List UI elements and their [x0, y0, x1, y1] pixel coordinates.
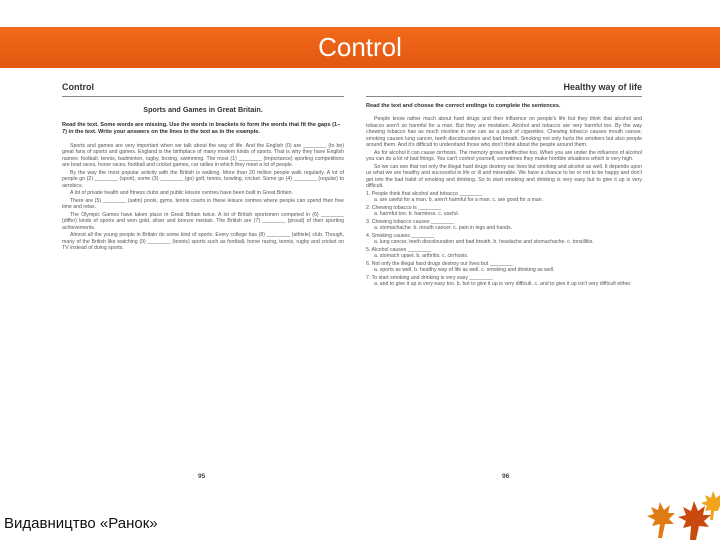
paragraph: Almost all the young people in Britain do some kind of sports. Every college has (8) ________ (athlete) club. Though, many of the British like watching (9) ________ (tennis) sports such as football, horse racing, tennis, rugby and cricket on TV instead of doing sports. [62, 232, 344, 252]
maple-leaf-icon [647, 502, 675, 538]
question-list [366, 191, 642, 288]
right-page-number: 96 [502, 473, 510, 480]
question-options: a. stomach upset. b. arthritis. c. cirrhosis. [374, 253, 469, 260]
left-page-instructions: Read the text. Some words are missing. Use the words in brackets to form the words that fit the gaps (1–7) in the text. Write your answers on the lines in the text as in the example. [62, 122, 341, 136]
question-options: a. stomachache. b. mouth cancer. c. pain in legs and hands. [374, 225, 513, 232]
top-border [0, 0, 720, 2]
left-page-number: 95 [198, 473, 206, 480]
right-page-header [366, 82, 642, 94]
question-stem: 1. People think that alcohol and tobacco ________ [366, 190, 483, 197]
left-page-header-title: Control [62, 82, 94, 92]
question-options: a. and to give it up is very easy too. b. but to give it up is very difficult. c. and to give it up isn't very difficult either. [374, 281, 632, 288]
publisher-label: Видавництво «Ранок» [4, 515, 158, 532]
question-stem: 6. Not only the illegal hard drugs destroy our lives but ________ [366, 260, 513, 267]
paragraph: By the way the most popular activity with the British is walking. More than 20 million people walk regularly. A lot of people go (2) ________ (sport), some (3) ________ (go) golf, tennis, bowling, cricket. Some go (4) ________ (regular) to aerobics. [62, 169, 344, 189]
left-page-header [62, 82, 344, 94]
question-options: a. are useful for a man. b. aren't harmful for a man. c. are good for a man. [374, 197, 544, 204]
paragraph: There are (5) ________ (satin) pools, gyms, tennis courts in these leisure centres where people can spend their free time and relax. [62, 197, 344, 211]
paragraph: The Olympic Games have taken place in Great Britain twice. A lot of British sportsmen competed in (6) ________ (differ) kinds of sports and won gold, silver and bronze medals. The British are (7) ________ (proud) of their sporting achievements. [62, 211, 344, 231]
question-stem: 7. To start smoking and drinking is very easy ________ [366, 274, 493, 281]
question-stem: 2. Chewing tobacco is ________ [366, 204, 442, 211]
slide-title-bar [0, 27, 720, 68]
question-options: a. harmful too. b. harmless. c. useful. [374, 211, 460, 218]
right-page-text [366, 116, 642, 190]
paragraph: Sports and games are very important when we talk about the way of life. And the English (0) are ________ (to be) great fans of sports and games. England is the birthplace of many modern kinds of sports. That is why they have English names: football, tennis, badminton, rugby, boxing, swimming. The most (1) ________ (importance) sporting competitions are boat races, horse races, football and cricket games, car rallies in which they meet a lot of people. [62, 142, 344, 169]
left-page-subheading: Sports and Games in Great Britain. [143, 105, 263, 114]
right-header-rule [366, 96, 642, 97]
left-page-text [62, 143, 344, 252]
paragraph: A lot of private health and fitness clubs and public leisure centres have been built in Great Britain. [70, 190, 293, 197]
question-stem: 5. Alcohol causes ________ [366, 246, 431, 253]
question-stem: 4. Smoking causes ________ [366, 232, 435, 239]
question-stem: 3. Chewing tobacco causes ________ [366, 218, 454, 225]
right-page-instructions: Read the text and choose the correct endings to complete the sentences. [366, 103, 561, 109]
slide-title: Control [318, 32, 402, 62]
maple-leaf-icon [678, 501, 711, 540]
right-textbook-page [366, 82, 642, 492]
paragraph: As for alcohol it can cause cirrhosis. The memory grows ineffective too. When you are under the influence of alcohol you can do a lot of bad things. You can't control yourself, sometimes they make horrible situations which is very high. [366, 149, 642, 163]
question-options: a. sports as well. b. healthy way of life as well. c. smoking and drinking as well. [374, 267, 555, 274]
left-textbook-page [62, 82, 344, 492]
question-options: a. lung cancer, teeth discolouration and bad breath. b. headache and stomachache. c. tonsillitis. [374, 239, 594, 246]
paragraph: People know rather much about hard drugs and their influence on people's life but they think that alcohol and tobacco aren't so harmful for a man. But they are mistaken. Alcohol and tobacco are very harmful too. By the way chewing tobacco has as much nicotine in one can as a pack of cigarettes. Chewing tobacco causes mouth cancer, smoking causes lung cancer, teeth discolouration and bad breath. Smoking not only hurts the smokers but also people around them. And it's difficult to understand those who don't think about the people around them. [366, 116, 642, 149]
right-page-header-title: Healthy way of life [563, 82, 642, 92]
paragraph: So we can see that not only the illegal hard drugs destroy our lives but smoking and alcohol as well. It depends upon us what we are healthy and successful in life or ill and miserable. We have a chance to be or not to be happy and don't get into the bad habit of smoking and drinking. So to start smoking and drinking is very easy but to give it up is very difficult. [366, 163, 642, 190]
autumn-leaves-icon [638, 480, 720, 540]
left-header-rule [62, 96, 344, 97]
